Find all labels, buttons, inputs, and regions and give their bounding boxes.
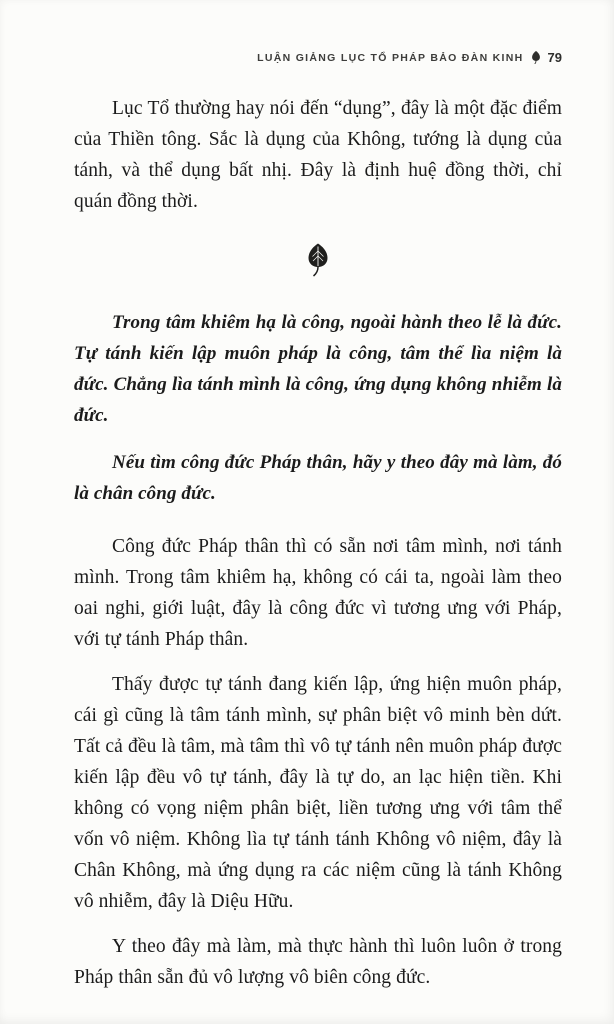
section-divider (74, 243, 562, 277)
paragraph-commentary-3: Y theo đây mà làm, mà thực hành thì luôn luôn ở trong Pháp thân sẵn đủ vô lượng vô biên công đức. (74, 936, 562, 988)
running-head-title: LUẬN GIẢNG LỤC TỔ PHÁP BẢO ĐÀN KINH (257, 51, 524, 64)
paragraph-commentary-1: Công đức Pháp thân thì có sẵn nơi tâm mình, nơi tánh mình. Trong tâm khiêm hạ, không có cái ta, ngoài làm theo oai nghi, giới luật, đây là công đức vì tương ưng với Pháp, với tự tánh Pháp thân. (74, 536, 562, 650)
page-number: 79 (547, 50, 562, 65)
bodhi-leaf-icon (306, 243, 330, 277)
paragraph-commentary-2: Thấy được tự tánh đang kiến lập, ứng hiện muôn pháp, cái gì cũng là tâm tánh mình, sự phân biệt vô minh bèn dứt. Tất cả đều là tâm, mà tâm thì vô tự tánh nên muôn pháp được kiến lập đều vô tự tánh, đây là tự do, an lạc hiện tiền. Khi không có vọng niệm phân biệt, liền tương ưng với tâm thể vốn vô niệm. Không lìa tự tánh tánh Không vô niệm, đây là Chân Không, mà ứng dụng ra các niệm cũng là tánh Không vô nhiễm, đây là Diệu Hữu. (74, 674, 562, 912)
quote-paragraph-1: Trong tâm khiêm hạ là công, ngoài hành theo lễ là đức. Tự tánh kiến lập muôn pháp là công, tâm thể lìa niệm là đức. Chẳng lìa tánh mình là công, ứng dụng không nhiễm là đức. (74, 312, 562, 426)
header-leaf-icon (531, 51, 541, 64)
page-header (74, 50, 562, 65)
page-body (74, 93, 562, 1024)
paragraph-intro: Lục Tổ thường hay nói đến “dụng”, đây là một đặc điểm của Thiền tông. Sắc là dụng của Không, tướng là dụng của tánh, và thể dụng bất nhị. Đây là định huệ đồng thời, chỉ quán đồng thời. (74, 98, 562, 212)
scripture-quote-block (74, 307, 562, 509)
quote-paragraph-2: Nếu tìm công đức Pháp thân, hãy y theo đây mà làm, đó là chân công đức. (74, 452, 562, 504)
